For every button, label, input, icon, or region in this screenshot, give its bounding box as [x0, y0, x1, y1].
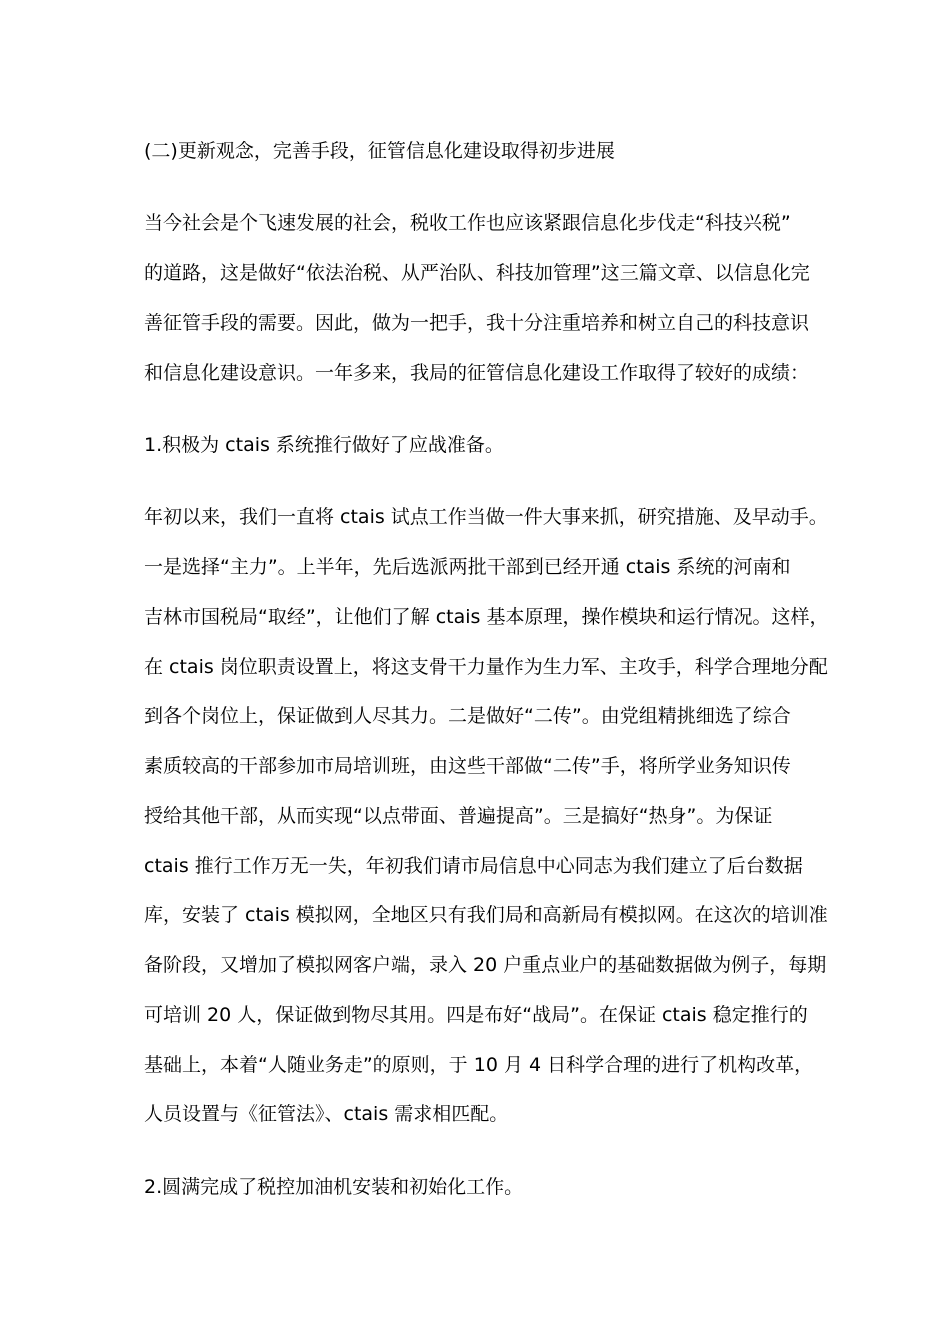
intro-line: 善征管手段的需要。因此，做为一把手，我十分注重培养和树立自己的科技意识: [144, 312, 810, 334]
item1-line: 备阶段，又增加了模拟网客户端，录入 20 户重点业户的基础数据做为例子，每期: [144, 954, 827, 976]
item1-line: 吉林市国税局“取经”，让他们了解 ctais 基本原理，操作模块和运行情况。这样，: [144, 606, 829, 628]
item1-line: 在 ctais 岗位职责设置上，将这支骨干力量作为生力军、主攻手，科学合理地分配: [144, 656, 828, 678]
item1-line: ctais 推行工作万无一失，年初我们请市局信息中心同志为我们建立了后台数据: [144, 855, 803, 877]
item1-line: 可培训 20 人，保证做到物尽其用。四是布好“战局”。在保证 ctais 稳定推行的: [144, 1004, 808, 1026]
intro-line: 的道路，这是做好“依法治税、从严治队、科技加管理”这三篇文章、以信息化完: [144, 262, 810, 284]
item1-line: 素质较高的干部参加市局培训班，由这些干部做“二传”手，将所学业务知识传: [144, 755, 791, 777]
item1-line: 库，安装了 ctais 模拟网，全地区只有我们局和高新局有模拟网。在这次的培训准: [144, 904, 828, 926]
intro-line: 和信息化建设意识。一年多来，我局的征管信息化建设工作取得了较好的成绩：: [144, 362, 810, 384]
item1-line: 人员设置与《征管法》、ctais 需求相匹配。: [144, 1103, 509, 1125]
item1-line: 到各个岗位上，保证做到人尽其力。二是做好“二传”。由党组精挑细选了综合: [144, 705, 791, 727]
item2-title: 2.圆满完成了税控加油机安装和初始化工作。: [144, 1176, 524, 1198]
item1-line: 一是选择“主力”。上半年，先后选派两批干部到已经开通 ctais 系统的河南和: [144, 556, 791, 578]
item1-line: 授给其他干部，从而实现“以点带面、普遍提高”。三是搞好“热身”。为保证: [144, 805, 773, 827]
intro-line: 当今社会是个飞速发展的社会，税收工作也应该紧跟信息化步伐走“科技兴税”: [144, 212, 791, 234]
item1-line: 年初以来，我们一直将 ctais 试点工作当做一件大事来抓，研究措施、及早动手。: [144, 506, 828, 528]
item1-title: 1.积极为 ctais 系统推行做好了应战准备。: [144, 434, 504, 456]
section-heading: (二)更新观念，完善手段，征管信息化建设取得初步进展: [144, 140, 615, 162]
item1-line: 基础上，本着“人随业务走”的原则，于 10 月 4 日科学合理的进行了机构改革，: [144, 1054, 814, 1076]
